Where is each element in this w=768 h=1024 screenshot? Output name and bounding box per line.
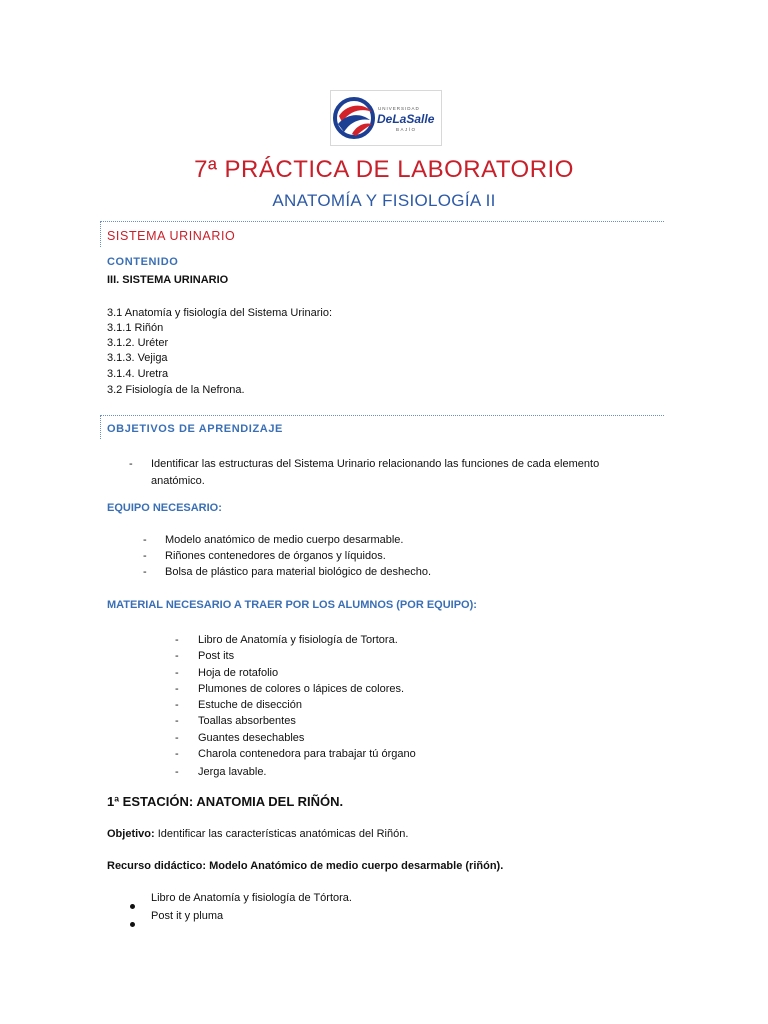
contenido-item: 3.1 Anatomía y fisiología del Sistema Urinario: (107, 307, 333, 319)
estacion-heading: 1ª ESTACIÓN: ANATOMIA DEL RIÑÓN. (107, 794, 344, 809)
list-marker: - (143, 550, 147, 562)
recurso-bullet-item: Libro de Anatomía y fisiología de Tórtora. (151, 892, 352, 904)
list-marker: - (175, 732, 179, 744)
recurso-bullet-item: Post it y pluma (151, 910, 224, 922)
contenido-item: 3.1.3. Vejiga (107, 352, 168, 364)
list-marker: - (175, 766, 179, 778)
contenido-item: 3.2 Fisiología de la Nefrona. (107, 384, 245, 396)
material-item: Plumones de colores o lápices de colores. (198, 683, 405, 695)
svg-text:BAJÍO: BAJÍO (396, 127, 417, 132)
material-item: Hoja de rotafolio (198, 667, 279, 679)
section-divider-vertical (100, 221, 101, 247)
svg-text:DeLaSalle: DeLaSalle (377, 112, 435, 126)
equipo-heading: EQUIPO NECESARIO: (107, 502, 222, 514)
bullet-icon (130, 896, 135, 914)
material-item: Charola contenedora para trabajar tú órgano (198, 748, 416, 760)
list-marker: - (175, 667, 179, 679)
equipo-item: Riñones contenedores de órganos y líquidos. (165, 550, 386, 562)
objetivo-label: Objetivo: (107, 828, 155, 840)
delasalle-logo-icon (330, 90, 442, 146)
list-marker: - (143, 534, 147, 546)
contenido-item: 3.1.4. Uretra (107, 368, 169, 380)
list-marker: - (175, 683, 179, 695)
objetivo-text-cont: anatómico. (151, 475, 205, 487)
page-subtitle: ANATOMÍA Y FISIOLOGÍA II (272, 191, 496, 210)
page-title: 7ª PRÁCTICA DE LABORATORIO (194, 156, 574, 183)
objetivos-heading: OBJETIVOS DE APRENDIZAJE (107, 423, 283, 435)
material-heading: MATERIAL NECESARIO A TRAER POR LOS ALUMNOS (POR EQUIPO): (107, 599, 477, 611)
list-marker: - (143, 566, 147, 578)
svg-text:UNIVERSIDAD: UNIVERSIDAD (378, 106, 420, 111)
list-marker: - (175, 748, 179, 760)
list-marker: - (175, 699, 179, 711)
section-heading-sistema-urinario: SISTEMA URINARIO (107, 229, 236, 243)
contenido-item: 3.1.2. Uréter (107, 337, 169, 349)
contenido-label: CONTENIDO (107, 256, 179, 268)
university-logo (330, 90, 442, 146)
list-marker: - (175, 715, 179, 727)
objetivo-text: Identificar las estructuras del Sistema Urinario relacionando las funciones de cada elemento (151, 458, 600, 470)
equipo-item: Bolsa de plástico para material biológico de deshecho. (165, 566, 431, 578)
material-item: Libro de Anatomía y fisiología de Tortora. (198, 634, 398, 646)
bullet-icon (130, 914, 135, 932)
unit-title: III. SISTEMA URINARIO (107, 274, 229, 286)
section-divider-vertical (100, 415, 101, 439)
list-marker: - (175, 634, 179, 646)
list-marker: - (129, 458, 133, 470)
estacion-objetivo (107, 827, 408, 842)
equipo-item: Modelo anatómico de medio cuerpo desarmable. (165, 534, 404, 546)
material-item: Guantes desechables (198, 732, 305, 744)
material-item: Estuche de disección (198, 699, 302, 711)
contenido-item: 3.1.1 Riñón (107, 322, 164, 334)
list-marker: - (175, 650, 179, 662)
material-item: Jerga lavable. (198, 766, 267, 778)
material-item: Post its (198, 650, 235, 662)
section-divider (100, 415, 664, 416)
section-divider (100, 221, 664, 222)
objetivo-text: Identificar las características anatómicas del Riñón. (154, 828, 409, 840)
recurso-didactico: Recurso didáctico: Modelo Anatómico de medio cuerpo desarmable (riñón). (107, 860, 504, 872)
material-item: Toallas absorbentes (198, 715, 296, 727)
